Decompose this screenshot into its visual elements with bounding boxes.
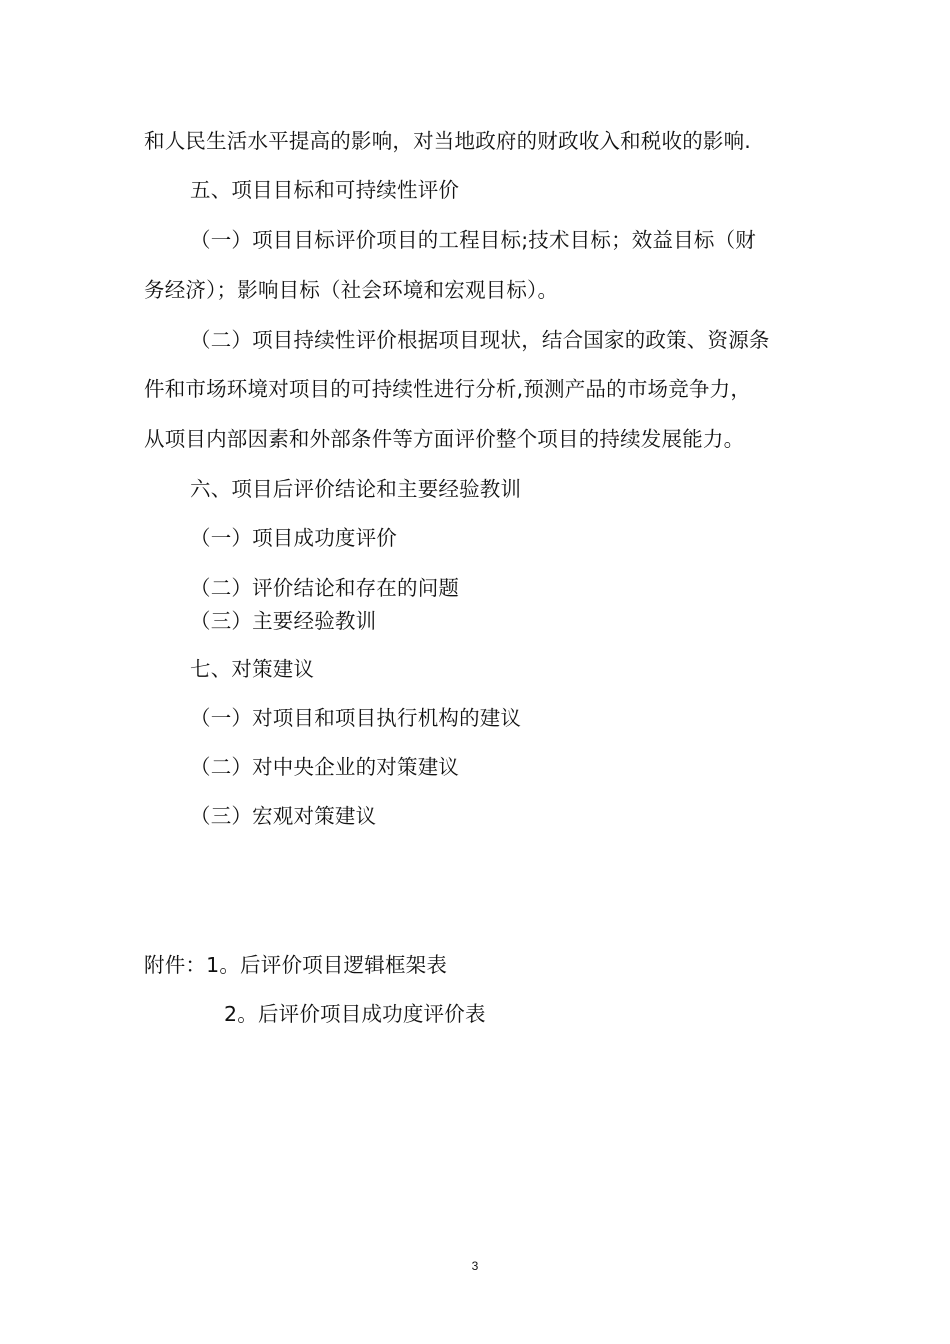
paragraph-line-social-impact: 和人民生活水平提高的影响，对当地政府的财政收入和税收的影响. <box>144 129 752 153</box>
section-heading-7: 七、对策建议 <box>190 657 315 681</box>
subsection-7-2: （二）对中央企业的对策建议 <box>190 755 460 779</box>
subsection-6-2: （二）评价结论和存在的问题 <box>190 576 460 600</box>
attachment-1: 附件：1。后评价项目逻辑框架表 <box>144 953 448 977</box>
subsection-5-1-line-2: 务经济）；影响目标（社会环境和宏观目标）。 <box>144 278 559 302</box>
subsection-5-2-line-2: 件和市场环境对项目的可持续性进行分析,预测产品的市场竞争力， <box>144 377 752 401</box>
subsection-5-1-line-1: （一）项目目标评价项目的工程目标;技术目标；效益目标（财 <box>190 228 757 252</box>
page-number: 3 <box>471 1259 479 1273</box>
subsection-5-2-line-1: （二）项目持续性评价根据项目现状，结合国家的政策、资源条 <box>190 328 770 352</box>
subsection-6-3: （三）主要经验教训 <box>190 609 377 633</box>
subsection-7-1: （一）对项目和项目执行机构的建议 <box>190 706 522 730</box>
attachment-2: 2。后评价项目成功度评价表 <box>224 1002 486 1026</box>
section-heading-5: 五、项目目标和可持续性评价 <box>190 178 460 202</box>
section-heading-6: 六、项目后评价结论和主要经验教训 <box>190 477 522 501</box>
subsection-6-1: （一）项目成功度评价 <box>190 526 397 550</box>
subsection-5-2-line-3: 从项目内部因素和外部条件等方面评价整个项目的持续发展能力。 <box>144 427 745 451</box>
subsection-7-3: （三）宏观对策建议 <box>190 804 377 828</box>
